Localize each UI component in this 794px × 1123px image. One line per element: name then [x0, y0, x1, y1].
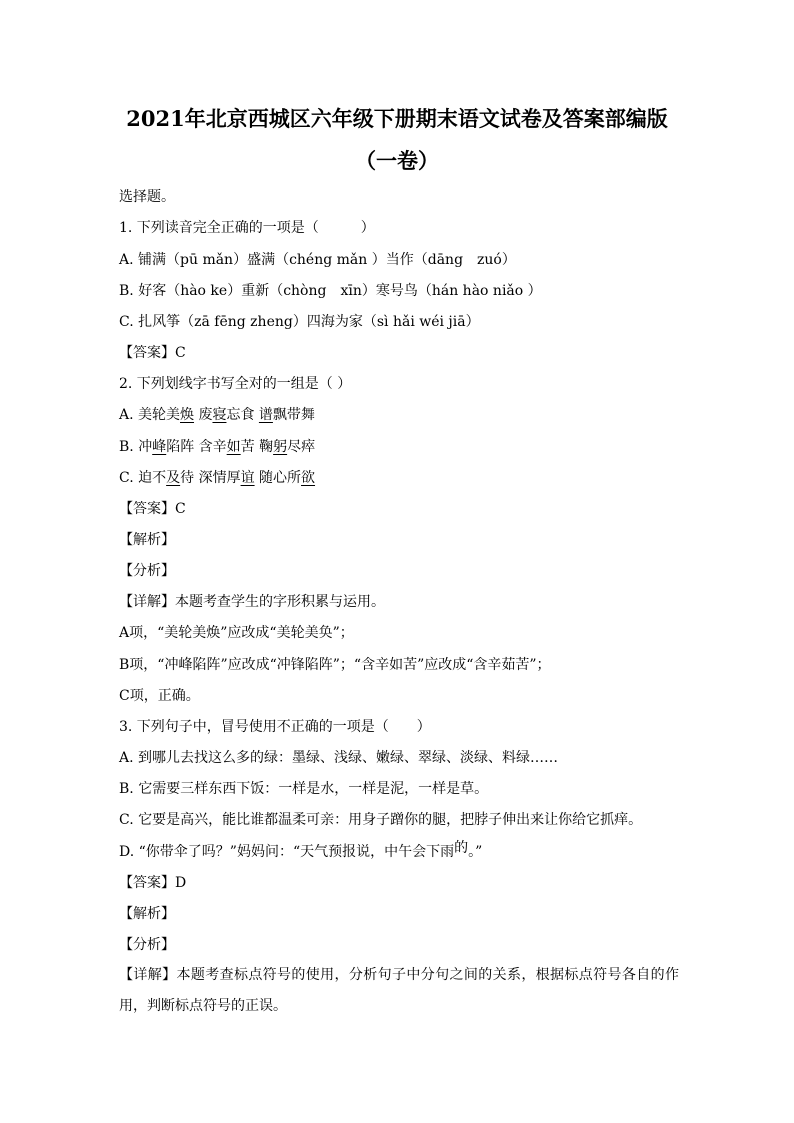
q3-option-d — [119, 840, 483, 861]
text-run: 忘食 — [226, 407, 259, 423]
underlined-char: 寝 — [212, 407, 227, 423]
document-subtitle: （一卷） — [355, 148, 439, 173]
q3-jiexi-label: 【解析】 — [119, 906, 175, 922]
q2-answer: 【答案】C — [119, 501, 186, 517]
text-run: 尽瘁 — [287, 439, 316, 455]
underlined-char: 及 — [166, 470, 181, 486]
q1-option-b: B. 好客（hào ke）重新（chòng xīn）寒号鸟（hán hào niǎo ） — [119, 283, 542, 299]
text-run: 废 — [194, 407, 213, 423]
q3-option-b: B. 它需要三样东西下饭：一样是水，一样是泥，一样是草。 — [119, 781, 489, 797]
text-run: 苦 鞠 — [240, 439, 274, 455]
q2-analysis-a: A项，“美轮美焕”应改成“美轮美奂”； — [119, 625, 354, 641]
q3-stem: 3. 下列句子中，冒号使用不正确的一项是（ ） — [119, 719, 431, 735]
q3-option-c: C. 它要是高兴，能比谁都温柔可亲：用身子蹭你的腿，把脖子伸出来让你给它抓痒。 — [119, 812, 643, 828]
raised-char: 的 — [454, 840, 469, 856]
underlined-char: 谱 — [258, 407, 273, 423]
section-heading: 选择题。 — [119, 189, 175, 205]
text-run: 。” — [468, 844, 483, 860]
q3-fenxi-label: 【分析】 — [119, 937, 175, 953]
q3-answer: 【答案】D — [119, 875, 187, 891]
text-run: A. 美轮美 — [119, 407, 181, 423]
q2-analysis-c: C项，正确。 — [119, 688, 200, 704]
q2-fenxi-label: 【分析】 — [119, 563, 175, 579]
text-run: D. “你带伞了吗？”妈妈问：“天气预报说，中午会下雨 — [119, 844, 455, 860]
text-run: 陷阵 含辛 — [166, 439, 227, 455]
q2-option-c — [119, 469, 315, 487]
q1-option-c: C. 扎风筝（zā fēng zheng）四海为家（sì hǎi wéi jiā） — [119, 314, 480, 330]
q2-analysis-b: B项，“冲峰陷阵”应改成“冲锋陷阵”；“含辛如苦”应改成“含辛茹苦”； — [119, 657, 551, 673]
q2-stem: 2. 下列划线字书写全对的一组是（ ） — [119, 376, 352, 392]
underlined-char: 焕 — [180, 407, 195, 423]
underlined-char: 躬 — [273, 439, 288, 455]
underlined-char: 谊 — [240, 470, 255, 486]
document-title: 2021年北京西城区六年级下册期末语文试卷及答案部编版 — [126, 106, 668, 131]
q1-option-a: A. 铺满（pū mǎn）盛满（chéng mǎn ）当作（dāng zuó） — [119, 252, 516, 268]
text-run: 随心所 — [254, 470, 302, 486]
q3-detail: 【详解】本题考查标点符号的使用，分析句子中分句之间的关系，根据标点符号各自的作用，判断标点符号的正误。 — [119, 967, 679, 1014]
text-run: B. 冲 — [119, 439, 153, 455]
text-run: C. 迫不 — [119, 470, 167, 486]
underlined-char: 峰 — [152, 439, 167, 455]
text-run: 飘带舞 — [272, 407, 315, 423]
text-run: 待 深情厚 — [180, 470, 241, 486]
q1-stem: 1. 下列读音完全正确的一项是（ ） — [119, 220, 375, 236]
q2-option-b — [119, 438, 315, 456]
underlined-char: 如 — [226, 439, 241, 455]
q1-answer: 【答案】C — [119, 345, 186, 361]
q2-option-a — [119, 406, 315, 424]
q2-jiexi-label: 【解析】 — [119, 532, 175, 548]
q3-option-a: A. 到哪儿去找这么多的绿：墨绿、浅绿、嫩绿、翠绿、淡绿、料绿…… — [119, 750, 559, 766]
q2-detail: 【详解】本题考查学生的字形积累与运用。 — [119, 594, 385, 610]
underlined-char: 欲 — [301, 470, 316, 486]
